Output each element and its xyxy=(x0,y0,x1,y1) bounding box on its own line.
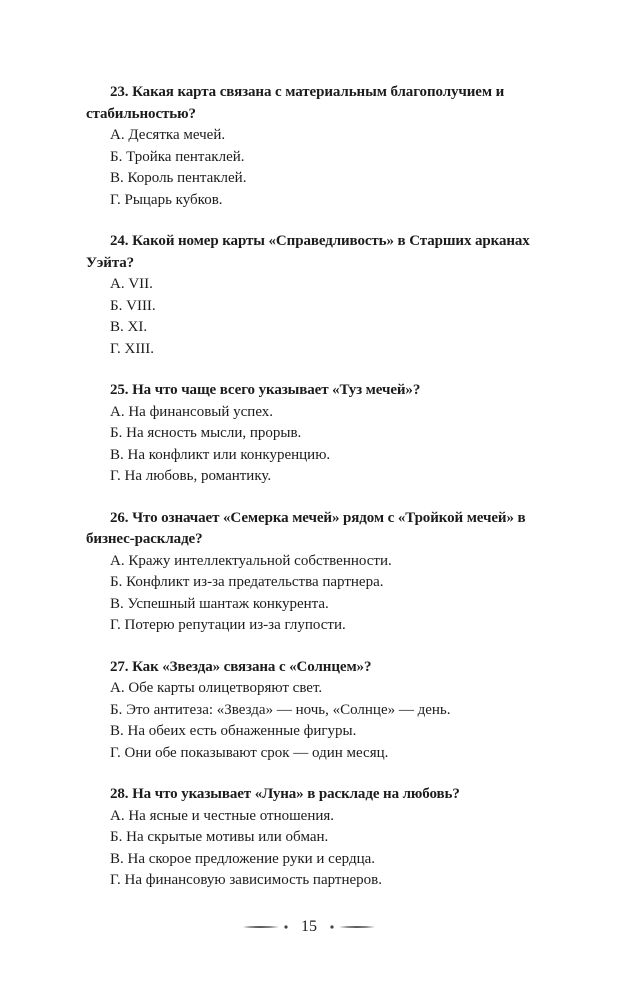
answer-option-b: Б. На ясность мысли, прорыв. xyxy=(110,425,302,441)
question-28 xyxy=(86,784,536,892)
answer-option-d: Г. XIII. xyxy=(110,340,155,357)
answer-option-a: А. Кражу интеллектуальной собственности. xyxy=(110,552,392,569)
question-title: 24. Какой номер карты «Справедливость» в Старших арканах Уэйта? xyxy=(86,233,530,271)
answer-option-a: А. На финансовый успех. xyxy=(110,403,274,420)
answer-option-b: Б. VIII. xyxy=(110,297,156,314)
answer-option-c: В. На конфликт или конкуренцию. xyxy=(110,446,331,463)
question-list xyxy=(86,82,536,912)
question-25 xyxy=(86,380,536,488)
answer-option-a: А. На ясные и честные отношения. xyxy=(110,807,335,824)
page-footer xyxy=(0,915,618,939)
answer-option-a: А. Десятка мечей. xyxy=(110,127,226,143)
answer-option-c: В. Успешный шантаж конкурента. xyxy=(110,595,329,612)
answer-option-b: Б. Тройка пентаклей. xyxy=(110,148,245,165)
answer-option-d: Г. Рыцарь кубков. xyxy=(110,191,223,208)
question-26 xyxy=(86,508,536,637)
question-27 xyxy=(86,657,536,765)
answer-option-d: Г. На любовь, романтику. xyxy=(110,468,272,484)
answer-option-d: Г. Потерю репутации из-за глупости. xyxy=(110,617,346,633)
question-title: 25. На что чаще всего указывает «Туз мечей»? xyxy=(110,382,421,398)
answer-option-c: В. На обеих есть обнаженные фигуры. xyxy=(110,723,357,739)
answer-option-a: А. VII. xyxy=(110,276,153,292)
question-title: 27. Как «Звезда» связана с «Солнцем»? xyxy=(110,658,372,675)
answer-option-d: Г. На финансовую зависимость партнеров. xyxy=(110,872,382,888)
page-number: 15 xyxy=(301,918,317,935)
answer-option-b: Б. На скрытые мотивы или обман. xyxy=(110,829,329,845)
answer-option-c: В. Король пентаклей. xyxy=(110,170,247,186)
question-title: 23. Какая карта связана с материальным благополучием и стабильностью? xyxy=(86,84,505,122)
question-title: 26. Что означает «Семерка мечей» рядом с «Тройкой мечей» в бизнес-раскладе? xyxy=(86,509,526,547)
answer-option-c: В. XI. xyxy=(110,319,148,335)
question-23 xyxy=(86,82,536,211)
answer-option-a: А. Обе карты олицетворяют свет. xyxy=(110,680,323,696)
ornament-right-icon xyxy=(327,922,377,932)
question-24 xyxy=(86,231,536,360)
answer-option-d: Г. Они обе показывают срок — один месяц. xyxy=(110,744,389,761)
answer-option-c: В. На скорое предложение руки и сердца. xyxy=(110,850,376,867)
question-title: 28. На что указывает «Луна» в раскладе на любовь? xyxy=(110,786,460,802)
answer-option-b: Б. Конфликт из-за предательства партнера. xyxy=(110,574,384,590)
answer-option-b: Б. Это антитеза: «Звезда» — ночь, «Солнце» — день. xyxy=(110,701,451,718)
ornament-left-icon xyxy=(241,922,291,932)
